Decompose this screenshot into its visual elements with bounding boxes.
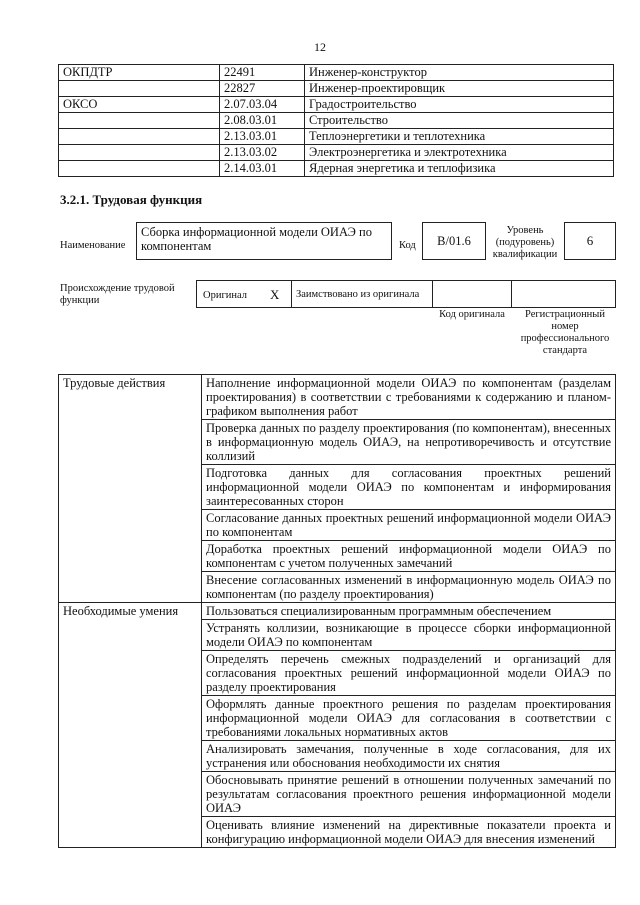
labor-action-group-spacer <box>59 572 202 603</box>
skill-group-spacer <box>59 741 202 772</box>
classifier-name <box>59 161 220 177</box>
function-name-value: Сборка информационной модели ОИАЭ по компонентам <box>141 225 372 253</box>
classifier-code: 2.13.03.01 <box>220 129 305 145</box>
labor-action-row <box>59 510 616 541</box>
reg-number-caption: Регистрационный номер профессионального стандарта <box>520 309 610 356</box>
classifier-table <box>58 64 614 177</box>
skill-text: Пользоваться специализированным программным обеспечением <box>202 603 616 620</box>
skill-row <box>59 603 616 620</box>
skill-row <box>59 696 616 741</box>
skill-row <box>59 817 616 848</box>
classifier-name: ОКСО <box>59 97 220 113</box>
classifier-code: 2.14.03.01 <box>220 161 305 177</box>
code-original-caption: Код оригинала <box>439 309 505 320</box>
classifier-title: Градостроительство <box>305 97 614 113</box>
skill-text: Анализировать замечания, полученные в ходе согласования, для их устранения или обоснования необходимости их снятия <box>202 741 616 772</box>
classifier-title: Инженер-проектировщик <box>305 81 614 97</box>
skill-group-spacer <box>59 772 202 817</box>
original-mark: X <box>270 287 280 302</box>
skill-row <box>59 651 616 696</box>
function-code-value: B/01.6 <box>437 234 471 248</box>
labor-action-group-spacer <box>59 465 202 510</box>
classifier-row <box>59 129 614 145</box>
labor-action-group-spacer <box>59 510 202 541</box>
skill-row <box>59 741 616 772</box>
classifier-code: 2.07.03.04 <box>220 97 305 113</box>
classifier-name <box>59 129 220 145</box>
classifier-code: 22491 <box>220 65 305 81</box>
skill-group-spacer <box>59 696 202 741</box>
skill-row <box>59 772 616 817</box>
labor-action-row <box>59 375 616 420</box>
classifier-row <box>59 145 614 161</box>
classifier-title: Теплоэнергетики и теплотехника <box>305 129 614 145</box>
labor-action-row <box>59 420 616 465</box>
function-code-box <box>422 222 486 260</box>
skill-text: Оценивать влияние изменений на директивные показатели проекта и конфигурацию информационной модели ОИАЭ для внесения изменений <box>202 817 616 848</box>
skill-text: Обосновывать принятие решений в отношении полученных замечаний по результатам согласования проектного решения информационной модели ОИАЭ <box>202 772 616 817</box>
classifier-title: Инженер-конструктор <box>305 65 614 81</box>
classifier-row <box>59 113 614 129</box>
skill-text: Устранять коллизии, возникающие в процессе сборки информационной модели ОИАЭ по компонентам <box>202 620 616 651</box>
labor-action-row <box>59 465 616 510</box>
classifier-name <box>59 113 220 129</box>
skill-group-label: Необходимые умения <box>59 603 202 620</box>
original-label: Оригинал <box>203 290 247 301</box>
labor-action-group-spacer <box>59 541 202 572</box>
skill-group-spacer <box>59 651 202 696</box>
labor-action-row <box>59 572 616 603</box>
level-box <box>564 222 616 260</box>
labor-action-row <box>59 541 616 572</box>
labor-action-group-spacer <box>59 420 202 465</box>
classifier-row <box>59 97 614 113</box>
code-label: Код <box>399 240 416 251</box>
classifier-code: 2.08.03.01 <box>220 113 305 129</box>
section-title: 3.2.1. Трудовая функция <box>60 192 203 207</box>
labor-action-text: Согласование данных проектных решений информационной модели ОИАЭ по компонентам <box>202 510 616 541</box>
origin-label: Происхождение трудовой функции <box>60 283 175 306</box>
level-label: Уровень (подуровень) квалификации <box>492 225 558 260</box>
classifier-title: Строительство <box>305 113 614 129</box>
skill-group-spacer <box>59 817 202 848</box>
skill-row <box>59 620 616 651</box>
page-number: 12 <box>314 40 326 54</box>
classifier-title: Электроэнергетика и электротехника <box>305 145 614 161</box>
code-original-cell <box>432 280 512 308</box>
function-name-box <box>136 222 392 260</box>
classifier-row <box>59 161 614 177</box>
classifier-code: 2.13.03.02 <box>220 145 305 161</box>
level-value: 6 <box>586 233 594 248</box>
skill-group-spacer <box>59 620 202 651</box>
classifier-name <box>59 145 220 161</box>
skill-text: Оформлять данные проектного решения по разделам проектирования информационной модели ОИАЭ для согласования в соответствии с требованиями локальных нормативных актов <box>202 696 616 741</box>
classifier-name: ОКПДТР <box>59 65 220 81</box>
reg-number-cell <box>511 280 616 308</box>
labor-action-text: Внесение согласованных изменений в информационную модель ОИАЭ по компонентам (по разделу проектирования) <box>202 572 616 603</box>
classifier-name <box>59 81 220 97</box>
function-table <box>58 374 616 848</box>
borrowed-label: Заимствовано из оригинала <box>296 289 420 300</box>
classifier-row <box>59 65 614 81</box>
name-label: Наименование <box>60 240 126 251</box>
classifier-title: Ядерная энергетика и теплофизика <box>305 161 614 177</box>
classifier-code: 22827 <box>220 81 305 97</box>
labor-action-group-label: Трудовые действия <box>59 375 202 420</box>
labor-action-text: Проверка данных по разделу проектирования (по компонентам), внесенных в информационную модель ОИАЭ, на непротиворечивость и отсутствие коллизий <box>202 420 616 465</box>
skill-text: Определять перечень смежных подразделений и организаций для согласования проектных решений информационной модели ОИАЭ по разделу проектирования <box>202 651 616 696</box>
labor-action-text: Доработка проектных решений информационной модели ОИАЭ по компонентам с учетом полученных замечаний <box>202 541 616 572</box>
classifier-row <box>59 81 614 97</box>
labor-action-text: Подготовка данных для согласования проектных решений информационной модели ОИАЭ по компонентам и информирования заинтересованных сторон <box>202 465 616 510</box>
labor-action-text: Наполнение информационной модели ОИАЭ по компонентам (разделам проектирования) в соответствии с требованиями к содержанию и планом-графиком выполнения работ <box>202 375 616 420</box>
